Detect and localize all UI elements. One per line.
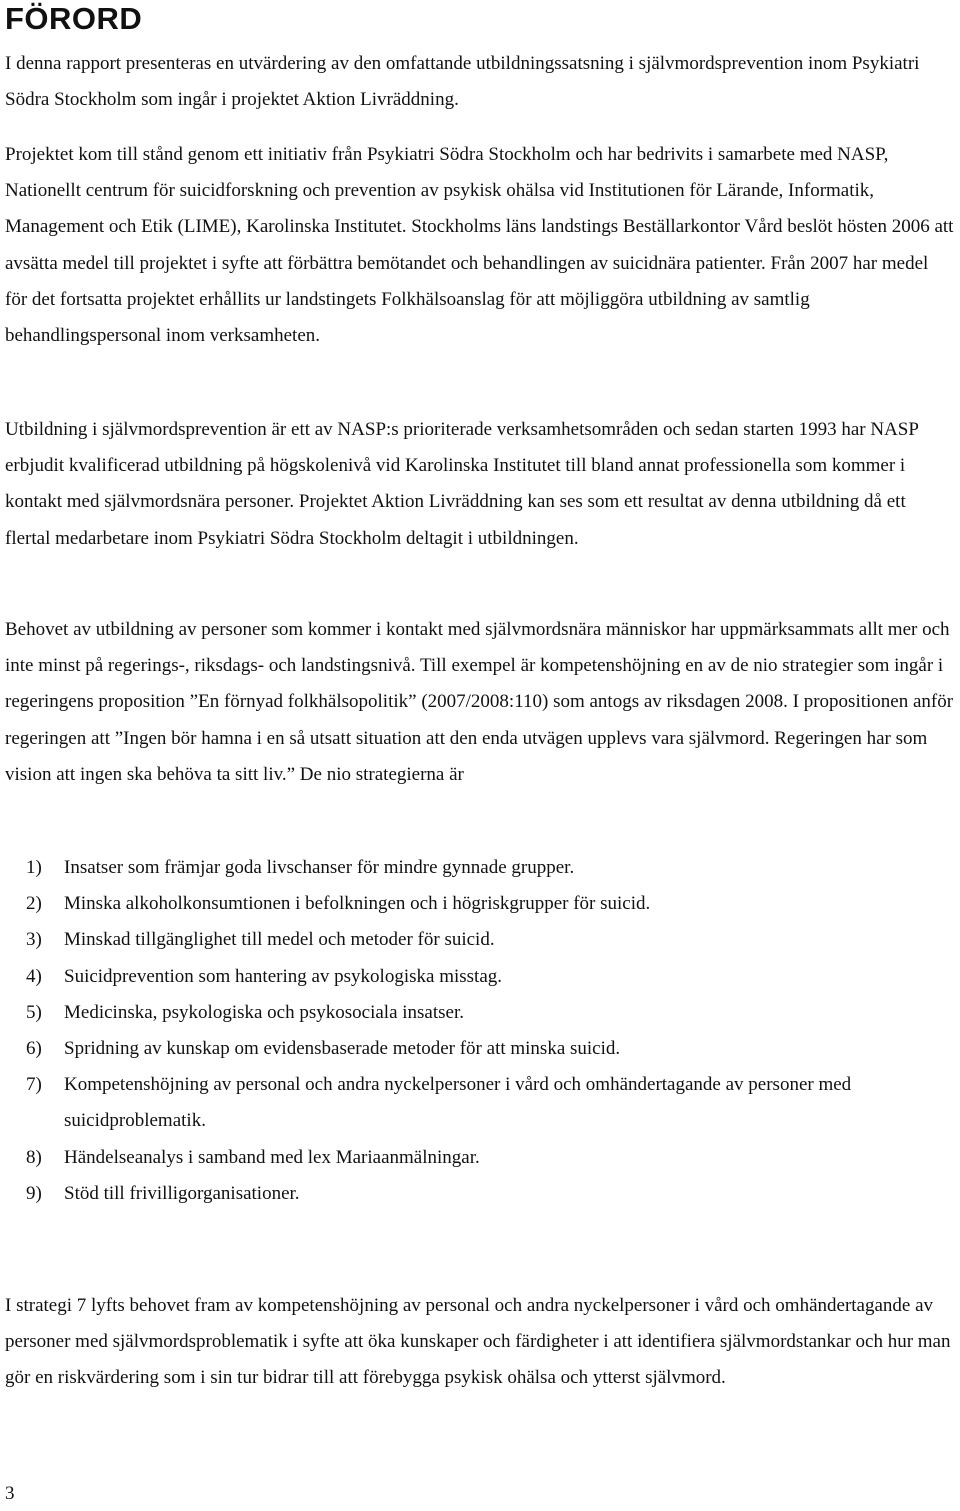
list-item-number: 8) [26, 1146, 42, 1168]
list-item-text: Händelseanalys i samband med lex Mariaanmälningar. [64, 1146, 480, 1168]
nasp-education-paragraph: Utbildning i självmordsprevention är ett av NASP:s prioriterade verksamhetsområden och sedan starten 1993 har NASP erbjudit kvalificerad utbildning på högskolenivå vid Karolinska Institutet till bland annat professionella som kommer i kontakt med självmordsnära personer. Projektet Aktion Livräddning kan ses som ett resultat av denna utbildning då ett flertal medarbetare inom Psykiatri Södra Stockholm deltagit i utbildningen. [5, 419, 919, 549]
list-item-number: 2) [26, 893, 42, 915]
project-background-paragraph: Projektet kom till stånd genom ett initiativ från Psykiatri Södra Stockholm och har bedrivits i samarbete med NASP, Nationellt centrum för suicidforskning och prevention av psykisk ohälsa vid Institutionen för Lärande, Informatik, Management och Etik (LIME), Karolinska Institutet. Stockholms läns landstings Beställarkontor Vård beslöt hösten 2006 att avsätta medel till projektet i syfte att förbättra bemötandet och behandlingen av suicidnära patienter. Från 2007 har medel för det fortsatta projektet erhållits ur landstingets Folkhälsoanslag för att möjliggöra utbildning av samtlig behandlingspersonal inom verksamheten. [5, 144, 954, 347]
strategy-seven-paragraph: I strategi 7 lyfts behovet fram av kompetenshöjning av personal och andra nyckelpersoner i vård och omhändertagande av personer med självmordsproblematik i syfte att öka kunskaper och färdigheter i att identifiera självmordstankar och hur man gör en riskvärdering som i sin tur bidrar till att förebygga psykisk ohälsa och ytterst självmord. [5, 1295, 951, 1389]
list-item [0, 959, 950, 995]
list-item [0, 1140, 950, 1176]
list-item-number: 9) [26, 1182, 42, 1204]
list-item [0, 995, 950, 1031]
list-item [0, 1176, 950, 1212]
list-item-number: 7) [26, 1074, 42, 1096]
list-item [0, 1067, 950, 1139]
list-item [0, 850, 950, 886]
list-item-number: 5) [26, 1001, 42, 1023]
list-item-text: Spridning av kunskap om evidensbaserade metoder för att minska suicid. [64, 1038, 621, 1060]
list-item-text: Medicinska, psykologiska och psykosociala insatser. [64, 1001, 464, 1023]
page-title: FÖRORD [5, 1, 143, 36]
list-item-text: Insatser som främjar goda livschanser för mindre gynnade grupper. [64, 857, 575, 878]
list-item [0, 922, 950, 958]
list-item-text: Stöd till frivilligorganisationer. [64, 1182, 300, 1204]
list-item-text: Minska alkoholkonsumtionen i befolkningen och i högriskgrupper för suicid. [64, 893, 651, 915]
list-item-number: 4) [26, 965, 42, 987]
intro-paragraph: I denna rapport presenteras en utvärdering av den omfattande utbildningssatsning i självmordsprevention inom Psykiatri Södra Stockholm som ingår i projektet Aktion Livräddning. [5, 53, 920, 111]
list-item-number: 1) [26, 857, 42, 878]
list-item-text: Suicidprevention som hantering av psykologiska misstag. [64, 965, 503, 987]
list-item-number: 6) [26, 1038, 42, 1060]
list-item [0, 1031, 950, 1067]
list-item [0, 886, 950, 922]
list-item-text: Minskad tillgänglighet till medel och metoder för suicid. [64, 929, 495, 951]
strategies-list [0, 850, 950, 1212]
policy-paragraph: Behovet av utbildning av personer som kommer i kontakt med självmordsnära människor har uppmärksammats allt mer och inte minst på regerings-, riksdags- och landstingsnivå. Till exempel är kompetenshöjning en av de nio strategier som ingår i regeringens proposition ”En förnyad folkhälsopolitik” (2007/2008:110) som antogs av riksdagen 2008. I propositionen anför regeringen att ”Ingen bör hamna i en så utsatt situation att den enda utvägen upplevs vara självmord. Regeringen har som vision att ingen ska behöva ta sitt liv.” De nio strategierna är [5, 619, 954, 785]
list-item-text: Kompetenshöjning av personal och andra nyckelpersoner i vård och omhändertagande av personer med suicidproblematik. [64, 1074, 852, 1132]
list-item-number: 3) [26, 929, 42, 951]
page-number: 3 [5, 1483, 15, 1504]
